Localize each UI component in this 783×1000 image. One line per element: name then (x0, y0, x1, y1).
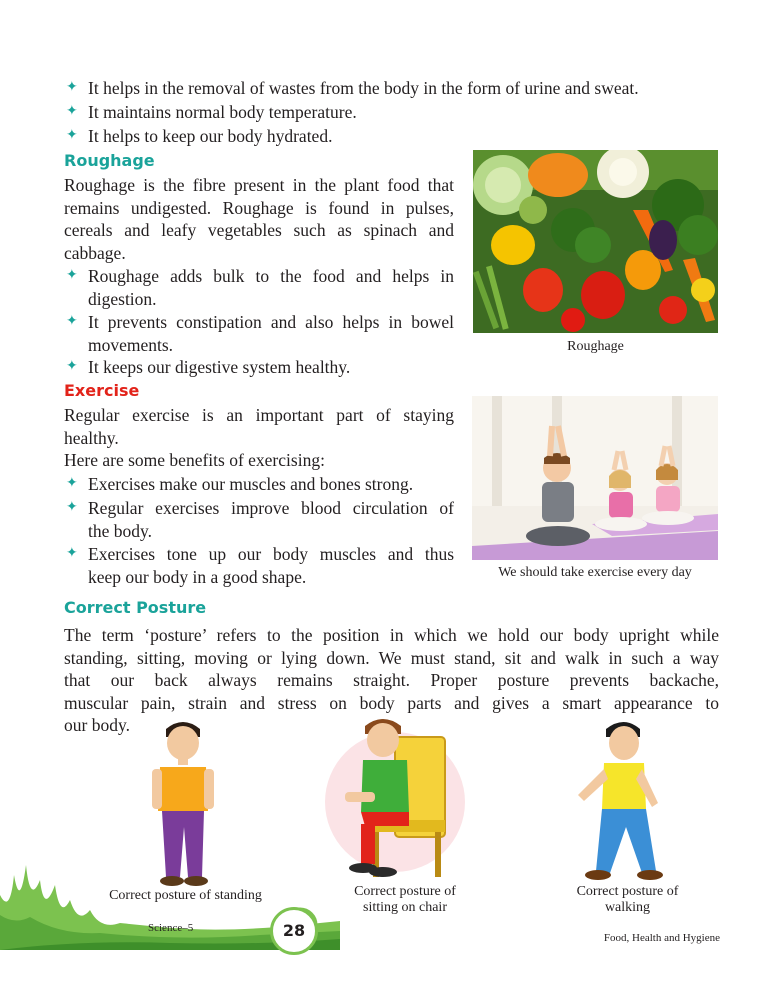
star-bullet-icon: ✦ (66, 359, 78, 374)
page-number-badge (270, 907, 318, 955)
star-bullet-icon: ✦ (66, 546, 78, 561)
star-bullet-icon: ✦ (66, 104, 78, 119)
star-bullet-icon: ✦ (66, 476, 78, 491)
star-bullet-icon: ✦ (66, 80, 78, 95)
section-heading-roughage: Roughage (64, 151, 155, 170)
list-item: ✦ Roughage adds bulk to the food and helps in digestion. (66, 266, 454, 309)
roughage-paragraph: Roughage is the fibre present in the plant food that remains undigested. Roughage is found in pulses, cereals and leafy vegetables such as spinach and cabbage. (64, 175, 454, 263)
exercise-image-caption: We should take exercise every day (498, 565, 692, 580)
boy-standing-illustration (148, 715, 218, 890)
list-item: ✦ It keeps our digestive system healthy. (66, 357, 351, 377)
star-bullet-icon: ✦ (66, 128, 78, 143)
star-bullet-icon: ✦ (66, 314, 78, 329)
book-title: Science–5 (148, 922, 194, 934)
chapter-title: Food, Health and Hygiene (603, 932, 720, 944)
list-item: ✦ Regular exercises improve blood circulation of the body. (66, 498, 454, 541)
star-bullet-icon: ✦ (66, 268, 78, 283)
list-item: ✦ It maintains normal body temperature. (66, 102, 357, 122)
kids-yoga-image (472, 396, 718, 560)
boy-sitting-illustration (325, 712, 475, 882)
vegetables-image (473, 150, 718, 333)
list-item: ✦ Exercises make our muscles and bones strong. (66, 474, 414, 494)
posture-paragraph: The term ‘posture’ refers to the position in which we hold our body upright while standing, sitting, moving or lying down. We must stand, sit and walk in such a way that our back always remains straight. Proper posture prevents backache, muscular pain, strain and stress on body parts and gives a smart appearance to our body. (64, 625, 719, 735)
section-heading-exercise: Exercise (64, 381, 140, 400)
walking-caption: Correct posture of walking (576, 884, 679, 915)
standing-caption: Correct posture of standing (109, 888, 262, 903)
list-item: ✦ It helps to keep our body hydrated. (66, 126, 333, 146)
section-heading-correct-posture: Correct Posture (64, 598, 207, 617)
boy-walking-illustration (570, 715, 670, 885)
star-bullet-icon: ✦ (66, 500, 78, 515)
exercise-paragraph: Regular exercise is an important part of staying healthy. Here are some benefits of exercising: (64, 405, 454, 470)
roughage-image-caption: Roughage (567, 339, 624, 354)
list-item: ✦ It helps in the removal of wastes from the body in the form of urine and sweat. (66, 78, 639, 98)
list-item: ✦ Exercises tone up our body muscles and thus keep our body in a good shape. (66, 544, 454, 587)
sitting-caption: Correct posture of sitting on chair (354, 884, 456, 915)
list-item: ✦ It prevents constipation and also helps in bowel movements. (66, 312, 454, 355)
page-number: 28 (282, 921, 306, 940)
